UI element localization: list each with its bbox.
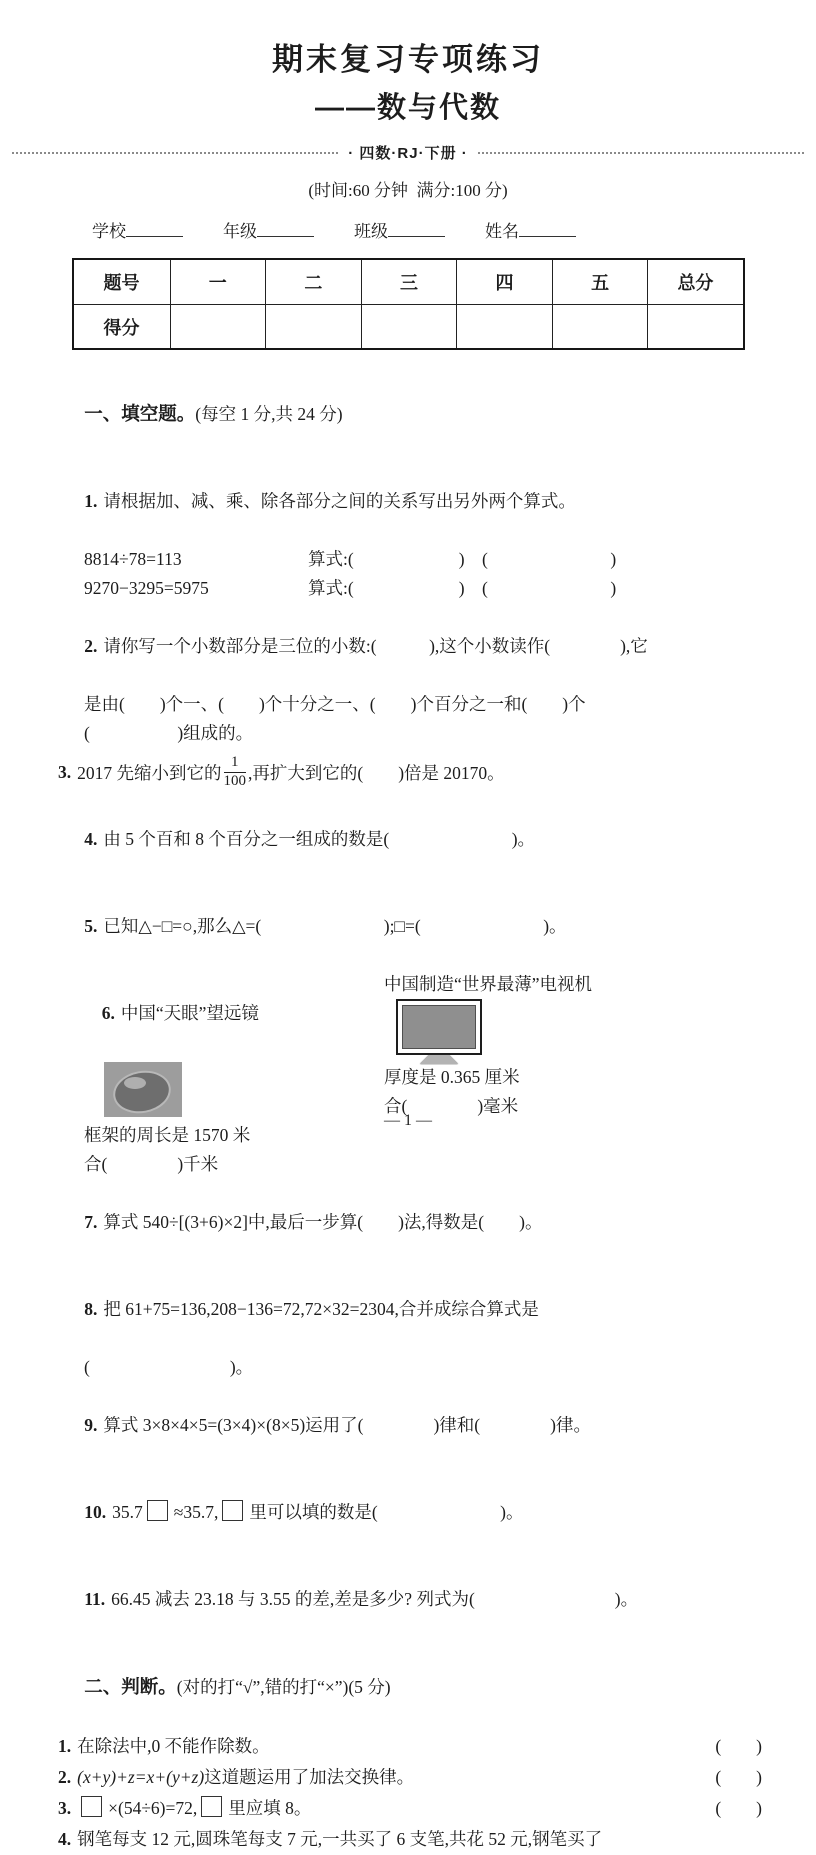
judge-q3-text-2: 里应填 8。 [228,1798,312,1818]
q3-line [58,748,762,796]
judge-q2-equation: (x+y)+z=x+(y+z) [77,1767,205,1787]
q2-text-2: 是由( )个一、( )个十分之一、( )个百分之一和( )个 [84,694,586,714]
q4-number: 4. [84,829,98,849]
q6-left-title: 中国“天眼”望远镜 [120,1003,259,1023]
q6-number: 6. [101,1003,115,1023]
school-field [92,217,183,242]
score-header-cell: 三 [361,259,457,305]
class-field [354,217,445,242]
q11-number: 11. [84,1589,106,1609]
section2-title: 二、判断。 [84,1676,177,1697]
q1-blanks-2: ( ) ( ) [347,578,617,598]
score-cell [361,305,457,350]
q1-equation-1: 8814÷78=113 [84,549,182,569]
page-subtitle: ——数与代数 [314,92,501,124]
q1-number: 1. [84,491,98,511]
q1-line1 [58,458,762,545]
q6-block [58,970,762,1179]
fast-telescope-image [104,1062,182,1117]
section1-note: (每空 1 分,共 24 分) [195,404,343,424]
judge-q4-text-wrap [58,1824,762,1855]
page-number: — 1 — [384,1112,432,1129]
judge-q2-number: 2. [58,1767,72,1787]
empty-box-symbol [222,1500,243,1521]
q6-right-image-row [384,999,762,1063]
q8-number: 8. [84,1299,98,1319]
q2-line2 [58,690,762,719]
judge-q3-number: 3. [58,1798,72,1818]
score-table-score-row [73,305,744,350]
q1-formula-label: 算式: [308,578,348,598]
q8-line1 [58,1266,762,1353]
judge-q2-answer-paren: ( ) [715,1767,762,1787]
grade-label: 年级 [223,222,257,241]
score-table-header-row [73,259,744,305]
score-header-cell: 一 [170,259,266,305]
grade-field [223,217,314,242]
judge-q3-line [58,1793,762,1824]
q2-number: 2. [84,636,98,656]
score-cell [170,305,266,350]
empty-box-symbol [201,1796,222,1817]
q7-number: 7. [84,1212,98,1232]
q9-number: 9. [84,1415,98,1435]
judge-q2-text-wrap [58,1762,700,1793]
score-cell [457,305,553,350]
q1-text: 请根据加、减、乘、除各部分之间的关系写出另外两个算式。 [103,491,576,511]
q10-text-1: 35.7 [112,1502,143,1522]
q6-left-caption2 [58,1150,384,1179]
q6-right-caption1-text: 厚度是 0.365 厘米 [384,1067,520,1087]
q6-left-column [58,970,384,1179]
section2-heading [58,1643,762,1731]
q6-left-caption2-text: 合( )千米 [84,1154,219,1174]
judge-q4-text: 钢笔每支 12 元,圆珠笔每支 7 元,一共买了 6 支笔,共花 52 元,钢笔买了 [77,1829,603,1849]
score-header-cell: 题号 [73,259,171,305]
edition-rule [12,142,804,163]
name-field [485,217,576,242]
score-header-cell: 总分 [648,259,744,305]
q10-text-3: 里可以填的数是( )。 [249,1502,524,1522]
fraction-denominator: 100 [223,772,246,789]
q6-right-title-line [384,970,762,999]
dotted-line-right [478,152,804,154]
name-blank-line [519,221,576,237]
q11-line [58,1556,762,1643]
score-cell [266,305,362,350]
q8-text-2: ( )。 [84,1357,254,1377]
tv-icon [396,999,482,1064]
judge-q1-text-wrap [58,1731,700,1762]
fraction-1-over-100 [224,755,247,790]
exam-info: (时间:60 分钟 满分:100 分) [308,181,508,200]
q1-blanks-1: ( ) ( ) [347,549,617,569]
q6-right-title: 中国制造“世界最薄”电视机 [384,974,593,994]
judge-q4-line [58,1824,762,1855]
score-table [72,258,745,350]
judge-q1-number: 1. [58,1736,72,1756]
q6-left-caption1-text: 框架的周长是 1570 米 [84,1125,251,1145]
telescope-dish-shape [110,1066,174,1117]
q10-text-2: ≈35.7, [173,1502,219,1522]
section1-heading [58,370,762,458]
q8-text-1: 把 61+75=136,208−136=72,72×32=2304,合并成综合算式是 [103,1299,539,1319]
q10-number: 10. [84,1502,107,1522]
score-row-label: 得分 [73,305,171,350]
page-title: 期末复习专项练习 [272,42,544,77]
q4-text: 由 5 个百和 8 个百分之一组成的数是( )。 [103,829,536,849]
q1-formula-label: 算式: [308,549,348,569]
fraction-numerator: 1 [224,755,247,773]
q6-right-column [384,970,762,1179]
tv-stand-shape [420,1055,458,1064]
q6-left-title-line [58,970,384,1057]
judge-q3-text-wrap [58,1793,700,1824]
school-label: 学校 [92,222,126,241]
judge-q2-text: 这道题运用了加法交换律。 [204,1767,415,1787]
q5-line [58,883,762,970]
q10-line [58,1469,762,1556]
judge-q2-line [58,1762,762,1793]
section2-note: (对的打“√”,错的打“×”)(5 分) [176,1677,391,1697]
empty-box-symbol [147,1500,168,1521]
q5-text: 已知△−□=○,那么△=( );□=( )。 [103,916,567,936]
telescope-highlight-shape [124,1077,146,1089]
score-cell [648,305,744,350]
score-header-cell: 五 [552,259,648,305]
q9-line [58,1382,762,1469]
q1-equation-2: 9270−3295=5975 [84,578,209,598]
class-label: 班级 [354,222,388,241]
q5-number: 5. [84,916,98,936]
empty-box-symbol [81,1796,102,1817]
q6-right-caption2-text: 合( )毫米 [384,1096,519,1116]
judge-q3-text-1: ×(54÷6)=72, [108,1798,198,1818]
q4-line [58,796,762,883]
grade-blank-line [257,221,314,237]
school-blank-line [126,221,183,237]
q3-text-pre: 2017 先缩小到它的 [77,762,222,783]
q2-text-1: 请你写一个小数部分是三位的小数:( ),这个小数读作( ),它 [103,636,648,656]
q7-line [58,1179,762,1266]
score-header-cell: 二 [266,259,362,305]
judge-q3-answer-paren: ( ) [715,1798,762,1818]
judge-q1-line [58,1731,762,1762]
q1-equation-row-1 [58,545,762,574]
q2-line1 [58,603,762,690]
section1-title: 一、填空题。 [84,403,196,424]
tv-screen-shape [402,1005,476,1049]
score-header-cell: 四 [457,259,553,305]
q3-number: 3. [58,761,72,782]
edition-label: · 四数·RJ·下册 · [348,145,468,162]
class-blank-line [388,221,445,237]
q8-line2 [58,1353,762,1382]
judge-q1-text: 在除法中,0 不能作除数。 [77,1736,270,1756]
q7-text: 算式 540÷[(3+6)×2]中,最后一步算( )法,得数是( )。 [103,1212,543,1232]
q6-right-caption1 [384,1063,762,1092]
name-label: 姓名 [485,222,519,241]
q3-text-post: ,再扩大到它的( )倍是 20170。 [248,762,505,783]
q1-equation-row-2 [58,574,762,603]
q2-text-3: ( )组成的。 [84,723,254,743]
score-cell [552,305,648,350]
q2-line3 [58,719,762,748]
judge-q1-answer-paren: ( ) [715,1736,762,1756]
tv-frame-shape [396,999,482,1055]
dotted-line-left [12,152,338,154]
judge-q4-number: 4. [58,1829,72,1849]
student-info-row [92,217,816,242]
q9-text: 算式 3×8×4×5=(3×4)×(8×5)运用了( )律和( )律。 [103,1415,591,1435]
q11-text: 66.45 减去 23.18 与 3.55 的差,差是多少? 列式为( )。 [111,1589,639,1609]
